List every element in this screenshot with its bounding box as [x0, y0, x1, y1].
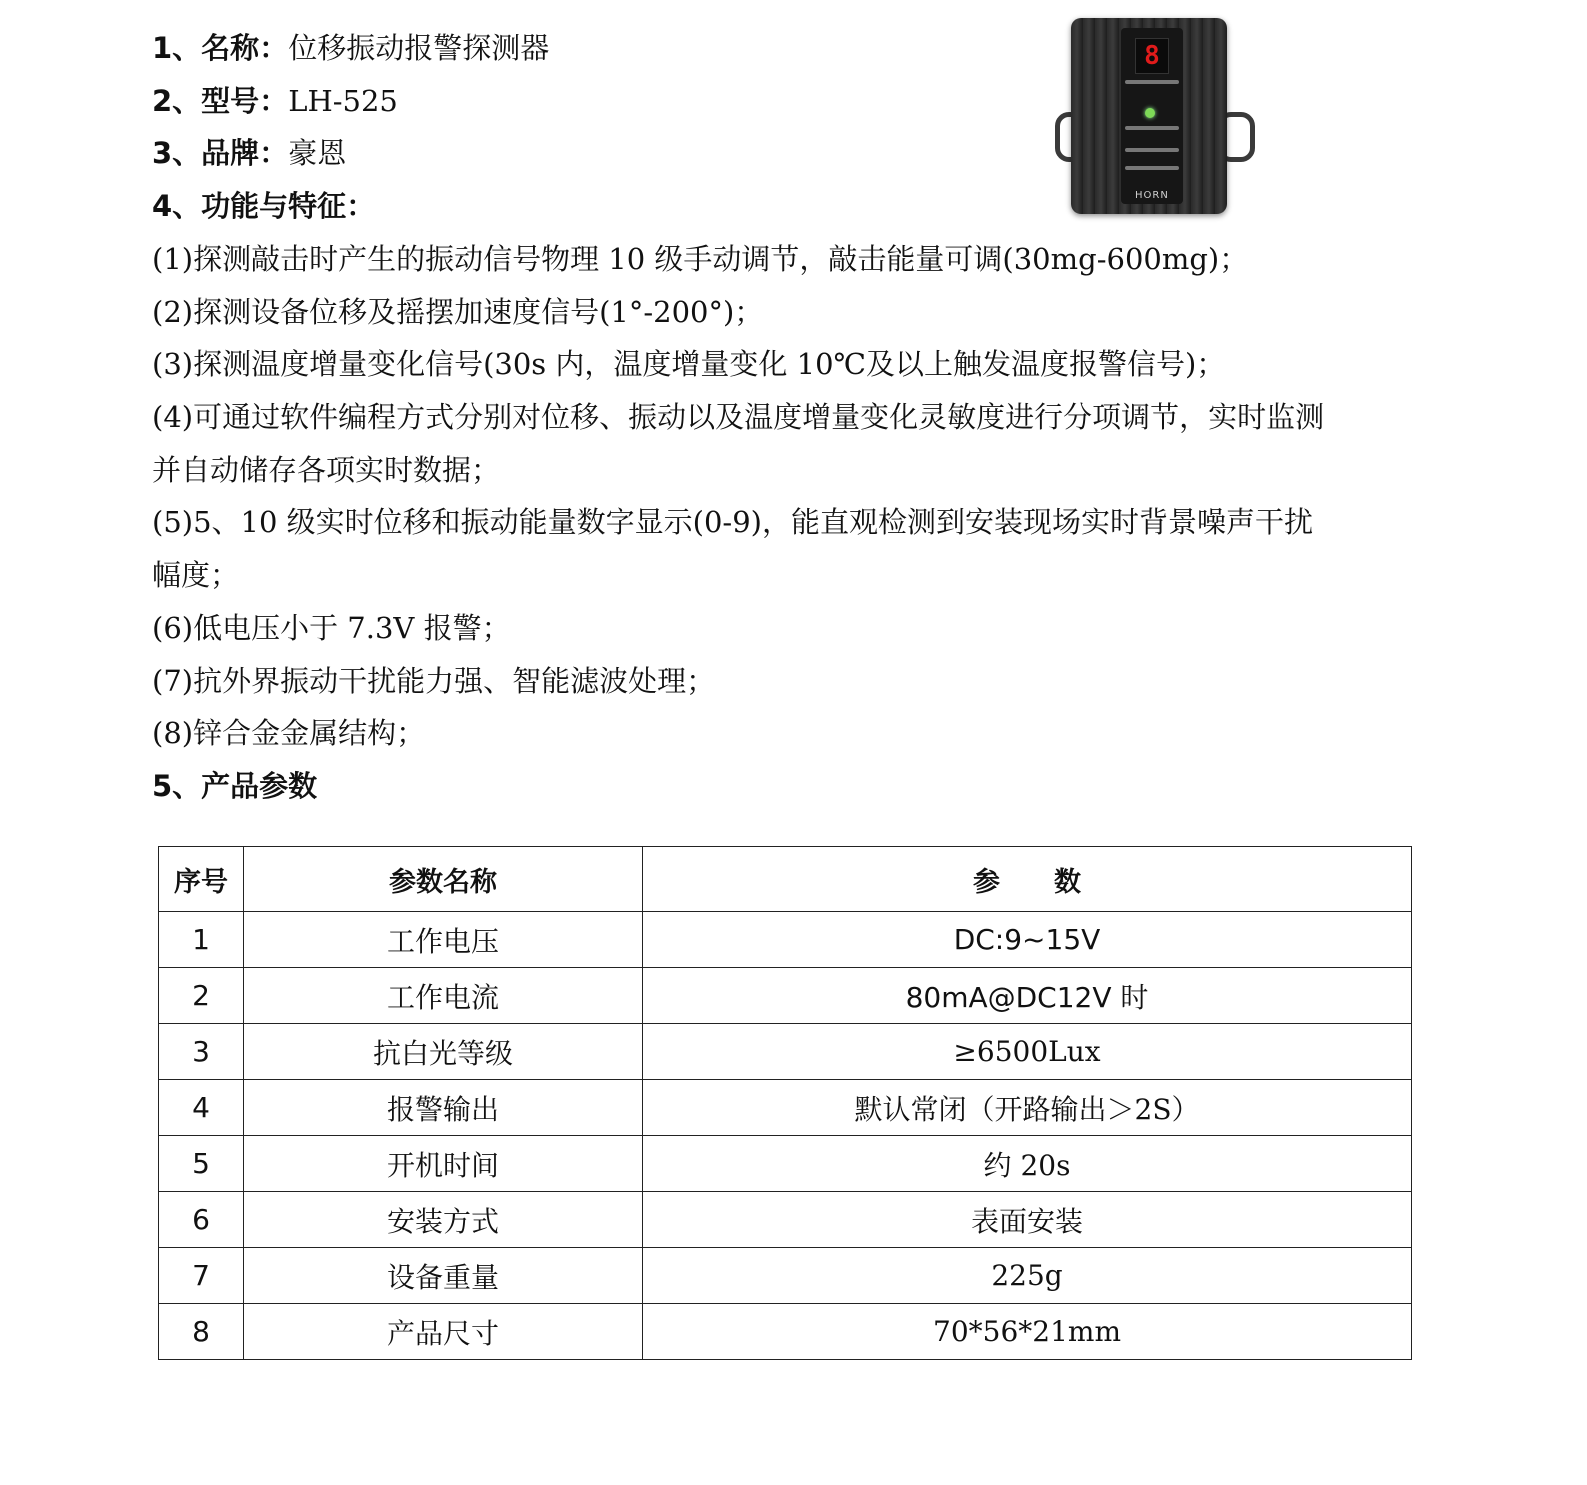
- device-digit-display: 8: [1135, 38, 1169, 74]
- panel-label-mark: [1125, 80, 1179, 84]
- row-index: 7: [159, 1248, 244, 1304]
- table-row: [159, 1192, 1412, 1248]
- row-param-value: 225g: [643, 1248, 1412, 1304]
- header-param-name: 参数名称: [244, 847, 643, 912]
- section-5-label: 5、产品参数: [152, 769, 318, 803]
- table-row: [159, 1136, 1412, 1192]
- row-param-name: 报警输出: [244, 1080, 643, 1136]
- row-index: 6: [159, 1192, 244, 1248]
- row-index: 8: [159, 1304, 244, 1360]
- feature-line-5: (5)5、10 级实时位移和振动能量数字显示(0-9)，能直观检测到安装现场实时背景噪声干扰: [152, 505, 1313, 539]
- product-name: 位移振动报警探测器: [288, 31, 550, 65]
- header-index: 序号: [159, 847, 244, 912]
- feature-line-8: (8)锌合金金属结构；: [152, 716, 426, 750]
- panel-label-mark: [1125, 148, 1179, 152]
- device-body: [1071, 18, 1227, 214]
- device-logo: HORN: [1135, 190, 1169, 201]
- panel-label-mark: [1125, 166, 1179, 170]
- row-index: 1: [159, 912, 244, 968]
- feature-line-5-cont: 幅度；: [152, 558, 240, 592]
- table-row: [159, 1080, 1412, 1136]
- product-photo: [1055, 14, 1255, 220]
- row-param-value: 70*56*21mm: [643, 1304, 1412, 1360]
- row-param-name: 工作电流: [244, 968, 643, 1024]
- section-3-label: 3、品牌：: [152, 136, 289, 170]
- row-param-name: 安装方式: [244, 1192, 643, 1248]
- row-param-value: 80mA@DC12V 时: [643, 968, 1412, 1024]
- section-2-model: [152, 81, 398, 121]
- row-param-name: 产品尺寸: [244, 1304, 643, 1360]
- feature-line-2: (2)探测设备位移及摇摆加速度信号(1°-200°)；: [152, 295, 764, 329]
- table-row: [159, 968, 1412, 1024]
- product-brand: 豪恩: [288, 136, 347, 170]
- row-index: 2: [159, 968, 244, 1024]
- feature-line-3: (3)探测温度增量变化信号(30s 内，温度增量变化 10℃及以上触发温度报警信号)；: [152, 347, 1226, 381]
- feature-line-4: (4)可通过软件编程方式分别对位移、振动以及温度增量变化灵敏度进行分项调节，实时监测: [152, 400, 1325, 434]
- header-param-value: 参 数: [643, 847, 1412, 912]
- section-4-label: 4、功能与特征：: [152, 189, 376, 223]
- row-param-value: 约 20s: [643, 1136, 1412, 1192]
- table-row: [159, 1248, 1412, 1304]
- row-param-value: 默认常闭（开路输出＞2S）: [643, 1080, 1412, 1136]
- parameters-table: [158, 846, 1412, 1360]
- row-index: 4: [159, 1080, 244, 1136]
- product-model: LH-525: [288, 84, 398, 118]
- row-param-name: 抗白光等级: [244, 1024, 643, 1080]
- section-2-label: 2、型号：: [152, 84, 289, 118]
- feature-line-4-cont: 并自动储存各项实时数据；: [152, 453, 501, 487]
- row-param-name: 工作电压: [244, 912, 643, 968]
- feature-line-6: (6)低电压小于 7.3V 报警；: [152, 611, 511, 645]
- section-3-brand: [152, 133, 346, 173]
- table-row: [159, 912, 1412, 968]
- table-header-row: [159, 847, 1412, 912]
- section-4-features-heading: [152, 186, 375, 226]
- section-1-label: 1、名称：: [152, 31, 289, 65]
- table-row: [159, 1304, 1412, 1360]
- device-panel: [1121, 28, 1183, 204]
- panel-label-mark: [1125, 126, 1179, 130]
- row-param-name: 设备重量: [244, 1248, 643, 1304]
- section-1-name: [152, 28, 549, 68]
- row-param-name: 开机时间: [244, 1136, 643, 1192]
- row-index: 3: [159, 1024, 244, 1080]
- table-row: [159, 1024, 1412, 1080]
- row-index: 5: [159, 1136, 244, 1192]
- row-param-value: ≥6500Lux: [643, 1024, 1412, 1080]
- feature-line-1: (1)探测敲击时产生的振动信号物理 10 级手动调节，敲击能量可调(30mg-600mg)；: [152, 242, 1249, 276]
- row-param-value: 表面安装: [643, 1192, 1412, 1248]
- status-led-icon: [1145, 108, 1155, 118]
- row-param-value: DC:9~15V: [643, 912, 1412, 968]
- feature-line-7: (7)抗外界振动干扰能力强、智能滤波处理；: [152, 664, 716, 698]
- section-5-params-heading: [152, 766, 317, 806]
